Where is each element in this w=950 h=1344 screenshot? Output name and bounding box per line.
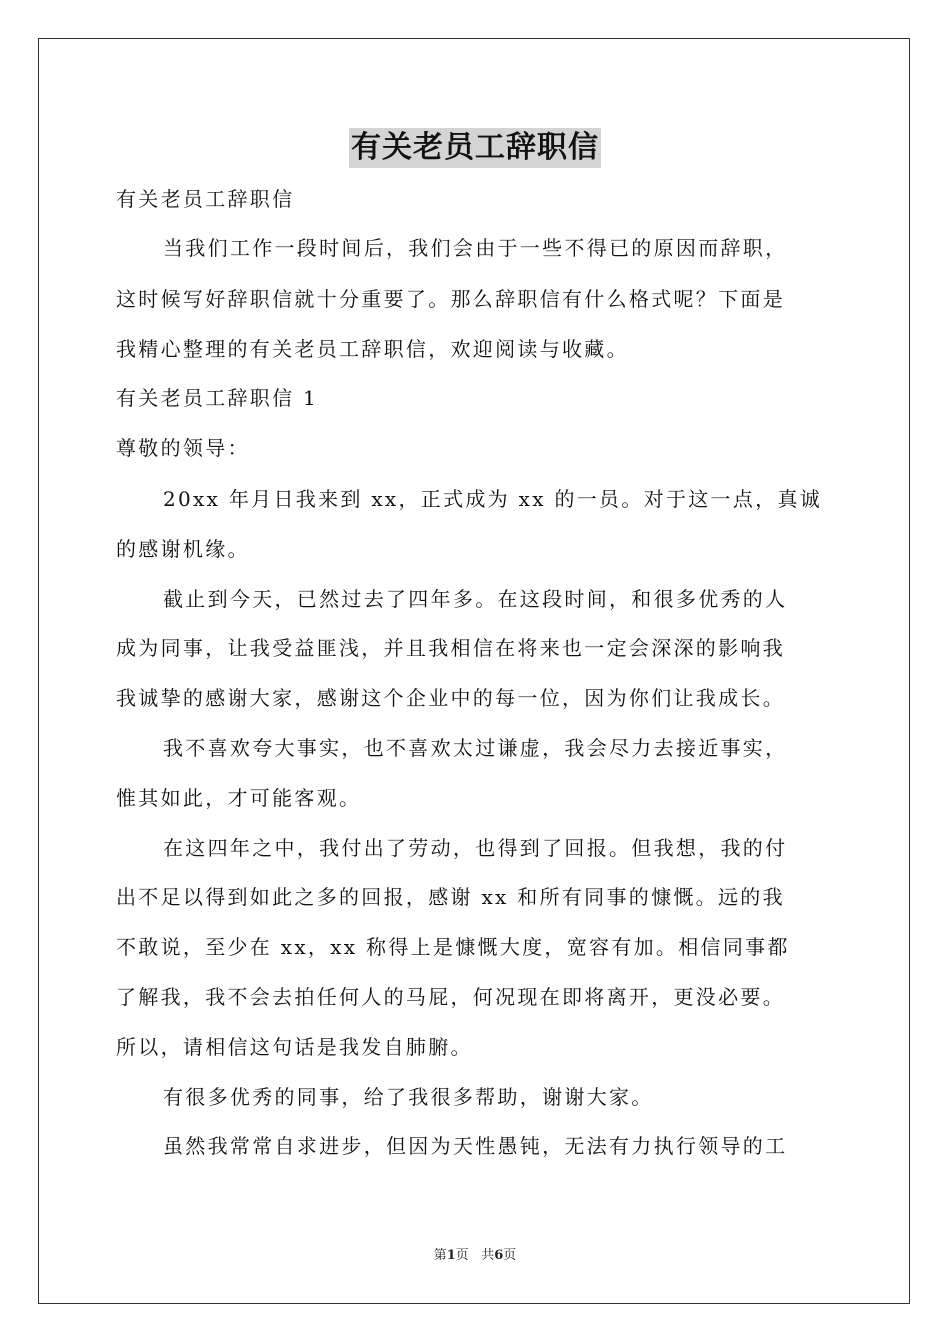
paragraph-line: 当我们工作一段时间后，我们会由于一些不得已的原因而辞职， — [163, 236, 788, 260]
paragraph-line: 不敢说，至少在 xx，xx 称得上是慷慨大度，宽容有加。相信同事都 — [116, 935, 790, 959]
paragraph-line: 成为同事，让我受益匪浅，并且我相信在将来也一定会深深的影响我 — [116, 636, 785, 660]
paragraph-line: 出不足以得到如此之多的回报，感谢 xx 和所有同事的慷慨。远的我 — [116, 885, 785, 909]
paragraph-line: 虽然我常常自求进步，但因为天性愚钝，无法有力执行领导的工 — [163, 1134, 788, 1158]
page-prefix: 第 — [433, 1248, 447, 1263]
page-total: 6 — [494, 1248, 504, 1263]
paragraph-line: 20xx 年月日我来到 xx，正式成为 xx 的一员。对于这一点，真诚 — [163, 487, 823, 511]
paragraph-line: 我精心整理的有关老员工辞职信，欢迎阅读与收藏。 — [116, 337, 629, 361]
total-suffix: 页 — [503, 1248, 517, 1263]
paragraph-line: 我诚挚的感谢大家，感谢这个企业中的每一位，因为你们让我成长。 — [116, 686, 785, 710]
document-title: 有关老员工辞职信 — [349, 128, 601, 168]
paragraph-line: 我不喜欢夸大事实，也不喜欢太过谦虚，我会尽力去接近事实， — [163, 736, 788, 760]
paragraph-line: 了解我，我不会去拍任何人的马屁，何况现在即将离开，更没必要。 — [116, 985, 785, 1009]
paragraph-line: 这时候写好辞职信就十分重要了。那么辞职信有什么格式呢？下面是 — [116, 287, 785, 311]
paragraph-line: 的感谢机缘。 — [116, 537, 250, 561]
page-footer — [0, 1247, 950, 1265]
subtitle-line: 有关老员工辞职信 — [116, 187, 295, 211]
page-suffix: 页 — [455, 1248, 469, 1263]
page-current: 1 — [446, 1248, 456, 1263]
paragraph-line: 截止到今天，已然过去了四年多。在这段时间，和很多优秀的人 — [163, 587, 788, 611]
paragraph-line: 有很多优秀的同事，给了我很多帮助，谢谢大家。 — [163, 1085, 654, 1109]
paragraph-line: 所以，请相信这句话是我发自肺腑。 — [116, 1035, 473, 1059]
page-border — [38, 38, 910, 1304]
salutation: 尊敬的领导： — [116, 436, 250, 460]
title-container — [0, 128, 950, 168]
paragraph-line: 惟其如此，才可能客观。 — [116, 786, 362, 810]
section-heading: 有关老员工辞职信 1 — [116, 386, 319, 410]
paragraph-line: 在这四年之中，我付出了劳动，也得到了回报。但我想，我的付 — [163, 836, 788, 860]
total-prefix: 共 — [481, 1248, 495, 1263]
